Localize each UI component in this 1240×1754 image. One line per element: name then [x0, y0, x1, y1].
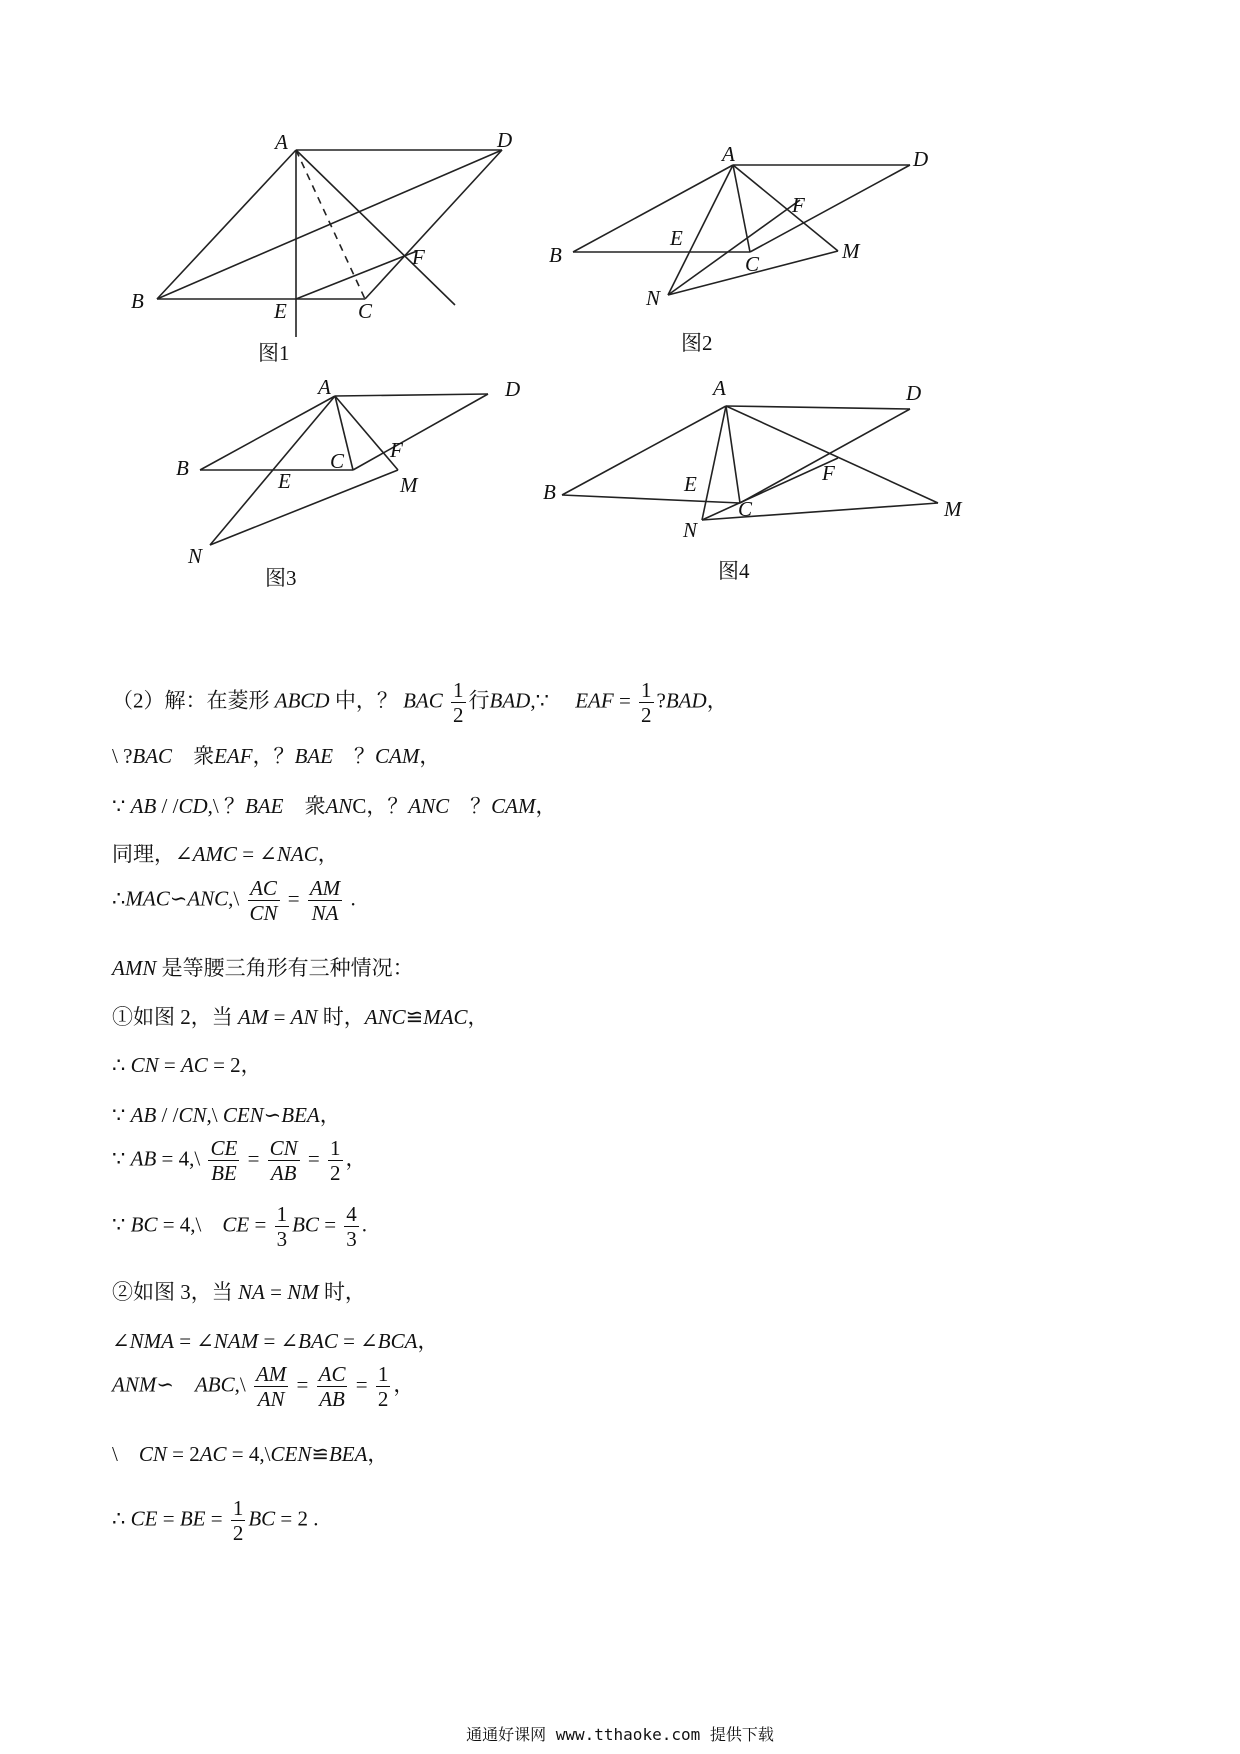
denominator: 3 — [346, 1227, 357, 1252]
fig2-label-B: B — [549, 243, 562, 267]
text: 衆 — [283, 794, 326, 818]
text: 同理，∠ — [112, 842, 193, 866]
text: = 2 . — [275, 1506, 319, 1531]
denominator: 2 — [232, 1521, 244, 1546]
text: C，？ — [352, 794, 409, 818]
fraction — [268, 1136, 300, 1185]
fig4-label-E: E — [684, 472, 697, 496]
text: = — [613, 688, 637, 713]
fig1-label-B: B — [131, 289, 144, 313]
text: = ∠ — [236, 842, 277, 866]
text: ， — [393, 1372, 415, 1397]
fraction — [376, 1362, 391, 1411]
math: BC — [130, 1212, 158, 1237]
solution-line-15 — [112, 1438, 388, 1468]
text: ， — [467, 1005, 489, 1029]
math: MAC — [125, 886, 170, 911]
denominator: AB — [270, 1161, 297, 1186]
text: 时， — [317, 1005, 365, 1029]
text: / / — [156, 794, 179, 818]
fig4-label-D: D — [906, 381, 922, 405]
math: CN — [178, 1103, 207, 1127]
figures-svg — [0, 0, 1240, 600]
text: ∵ — [112, 1103, 131, 1127]
math: BCA — [377, 1329, 418, 1353]
solution-line-9 — [112, 1099, 341, 1129]
text: = — [291, 1372, 314, 1397]
fig3-label-D: D — [505, 377, 521, 401]
fig3-label-M: M — [400, 473, 418, 497]
math: AN — [325, 794, 353, 818]
text: = — [282, 886, 305, 911]
math: BAC — [132, 744, 173, 768]
math: AC — [199, 1442, 227, 1466]
numerator: AC — [248, 876, 280, 901]
fig4-caption: 图4 — [718, 559, 750, 583]
text: ∴ — [112, 1053, 131, 1077]
text: = 2， — [207, 1053, 262, 1077]
text: = — [158, 1053, 181, 1077]
math: AB — [130, 1103, 157, 1127]
numerator: 1 — [276, 1202, 288, 1226]
fig3-label-N: N — [188, 544, 203, 568]
text: = — [157, 1506, 180, 1531]
text: ∽ — [169, 886, 188, 911]
fig4-label-N: N — [683, 518, 698, 542]
math: CEN — [222, 1103, 264, 1127]
math: NA — [238, 1280, 265, 1304]
fig4-label-F: F — [822, 461, 835, 485]
text: ∴ — [112, 1506, 131, 1531]
text: ∽ — [263, 1103, 282, 1127]
fig2-label-D: D — [913, 147, 929, 171]
text: ,\ — [228, 886, 240, 911]
fraction — [639, 678, 654, 727]
text: ≌ — [405, 1005, 424, 1029]
numerator: AM — [309, 876, 341, 900]
fig2-caption: 图2 — [681, 331, 713, 355]
text: ∴ — [112, 886, 126, 911]
math: AB — [130, 1146, 157, 1171]
fig3-label-B: B — [176, 456, 189, 480]
math: BAE — [244, 794, 284, 818]
solution-line-8 — [112, 1049, 262, 1079]
text: = 4,\ — [157, 1212, 223, 1237]
math: ANM — [112, 1372, 157, 1397]
fig3-label-A: A — [318, 375, 331, 399]
text: ， — [345, 1146, 367, 1171]
math: EAF — [575, 688, 614, 713]
fig1-label-D: D — [497, 128, 513, 152]
fig1-label-A: A — [275, 130, 288, 154]
math: EAF — [214, 744, 253, 768]
text: ∠ — [112, 1329, 130, 1353]
text: ， — [419, 744, 441, 768]
math: ABC — [194, 1372, 235, 1397]
denominator: BE — [211, 1161, 237, 1186]
numerator: AC — [318, 1362, 346, 1386]
fig2-label-C: C — [745, 252, 760, 276]
numerator: 1 — [641, 678, 652, 702]
math: BAE — [294, 744, 334, 768]
math: CAM — [375, 744, 420, 768]
text: = — [318, 1212, 342, 1237]
fraction — [248, 876, 280, 925]
math: NMA — [129, 1329, 174, 1353]
fig4-label-A: A — [713, 376, 726, 400]
numerator: CE — [210, 1136, 238, 1160]
fraction — [328, 1136, 343, 1185]
text: = — [302, 1146, 326, 1171]
fig4-label-B: B — [543, 480, 556, 504]
math: CEN — [270, 1442, 312, 1466]
text: = ∠ — [258, 1329, 299, 1353]
math: BAC — [298, 1329, 338, 1353]
numerator: AM — [255, 1362, 287, 1386]
numerator: 1 — [377, 1362, 389, 1386]
text: 衆 — [172, 744, 215, 768]
denominator: 2 — [453, 703, 464, 728]
fig4-label-C: C — [738, 497, 753, 521]
text: ， — [417, 1329, 439, 1353]
math: ABCD — [274, 688, 330, 713]
solution-line-16 — [112, 1496, 319, 1545]
text: = — [264, 1280, 288, 1304]
math: AB — [130, 794, 157, 818]
text: = — [249, 1212, 272, 1237]
text: = ∠ — [173, 1329, 214, 1353]
fig1-caption: 图1 — [258, 341, 290, 365]
fig1-label-E: E — [274, 299, 287, 323]
page-footer: 通通好课网 www.tthaoke.com 提供下载 — [466, 1725, 774, 1744]
math: CAM — [491, 794, 536, 818]
text: ②如图 3，当 — [112, 1280, 238, 1304]
fig2-label-M: M — [842, 239, 860, 263]
math: BAC — [403, 688, 443, 713]
math: NAC — [276, 842, 318, 866]
text: ， — [317, 842, 339, 866]
solution-line-5 — [112, 876, 356, 925]
fraction — [254, 1362, 288, 1411]
figure-3 — [176, 375, 520, 590]
text: 是等腰三角形有三种情况： — [156, 956, 414, 980]
fraction — [451, 678, 466, 727]
text: \ — [112, 1442, 139, 1466]
text: ≌ — [311, 1442, 329, 1466]
fraction — [308, 876, 342, 925]
denominator: 2 — [641, 703, 652, 728]
denominator: AB — [319, 1387, 345, 1412]
text: ， — [535, 794, 557, 818]
fig3-label-F: F — [390, 438, 403, 462]
text: ？ — [333, 744, 376, 768]
math: BEA — [281, 1103, 320, 1127]
solution-line-6 — [112, 952, 414, 982]
math: BEA — [328, 1442, 368, 1466]
text: ， — [319, 1103, 341, 1127]
math: NAM — [213, 1329, 259, 1353]
math: BC — [248, 1506, 276, 1531]
text: = — [242, 1146, 265, 1171]
math: ANC — [187, 886, 229, 911]
numerator: 1 — [330, 1136, 341, 1160]
text: ∵ — [112, 1212, 131, 1237]
text: ， — [706, 688, 728, 713]
denominator: 2 — [377, 1387, 389, 1412]
denominator: 2 — [330, 1161, 341, 1186]
denominator: NA — [311, 901, 339, 926]
math: CD — [178, 794, 208, 818]
math: CE — [130, 1506, 158, 1531]
numerator: CN — [269, 1136, 298, 1160]
solution-line-7 — [112, 1001, 489, 1031]
math: ANC — [364, 1005, 406, 1029]
text: ,\ — [206, 1103, 223, 1127]
text: = 4,\ — [156, 1146, 201, 1171]
text: ①如图 2，当 — [112, 1005, 238, 1029]
numerator: 4 — [346, 1202, 357, 1226]
math: BC — [292, 1212, 319, 1237]
solution-line-12 — [112, 1276, 366, 1306]
figure-4 — [543, 376, 963, 583]
fig3-label-E: E — [278, 469, 291, 493]
fraction — [208, 1136, 239, 1185]
fig2-label-N: N — [646, 286, 661, 310]
numerator: 1 — [453, 678, 464, 702]
fig3-label-C: C — [330, 449, 345, 473]
math: AM — [238, 1005, 269, 1029]
math: CN — [130, 1053, 159, 1077]
math: AMC — [192, 842, 237, 866]
solution-line-10 — [112, 1136, 367, 1185]
text: . — [361, 1212, 368, 1237]
figure-1 — [131, 128, 512, 365]
fraction — [344, 1202, 359, 1251]
text: 中，？ — [334, 688, 398, 713]
math: CE — [222, 1212, 250, 1237]
solution-line-2 — [112, 740, 440, 770]
fig1-label-F: F — [412, 245, 425, 269]
text: 行 — [468, 688, 490, 713]
figure-2 — [549, 142, 928, 355]
math: BAD — [665, 688, 707, 713]
text: ,\ — [234, 1372, 246, 1397]
math: ANC — [408, 794, 450, 818]
text: = 4,\ — [226, 1442, 271, 1466]
text: （2）解：在菱形 — [112, 688, 270, 713]
fraction — [317, 1362, 348, 1411]
fraction — [231, 1496, 246, 1545]
math: CN — [138, 1442, 167, 1466]
text: ? — [656, 688, 666, 713]
text: ∽ — [156, 1372, 195, 1397]
text: ,\ ？ — [207, 794, 245, 818]
solution-line-14 — [112, 1362, 414, 1411]
text: . — [345, 886, 356, 911]
fig2-label-A: A — [722, 142, 735, 166]
text: / / — [156, 1103, 179, 1127]
text: ∵ — [112, 794, 131, 818]
solution-line-3 — [112, 790, 557, 820]
math: BE — [179, 1506, 206, 1531]
fig3-caption: 图3 — [265, 566, 297, 590]
solution-line-11 — [112, 1202, 367, 1251]
math: AC — [180, 1053, 208, 1077]
math: NM — [287, 1280, 319, 1304]
text: ，？ — [252, 744, 295, 768]
text: ∵ — [112, 1146, 131, 1171]
text: \ ? — [112, 744, 133, 768]
text: = — [350, 1372, 373, 1397]
numerator: 1 — [232, 1496, 244, 1520]
text: = — [205, 1506, 228, 1531]
fig1-label-C: C — [358, 299, 373, 323]
fig4-label-M: M — [944, 497, 962, 521]
denominator: 3 — [276, 1227, 288, 1252]
text: ， — [367, 1442, 389, 1466]
text: = 2 — [166, 1442, 200, 1466]
solution-line-13 — [112, 1325, 438, 1355]
fig2-label-E: E — [670, 226, 683, 250]
text: = — [268, 1005, 291, 1029]
math: AMN — [112, 956, 157, 980]
fig2-label-F: F — [792, 193, 805, 217]
math: BAD — [489, 688, 531, 713]
text: ？ — [449, 794, 492, 818]
text: = ∠ — [337, 1329, 378, 1353]
denominator: CN — [249, 901, 278, 926]
solution-line-4 — [112, 838, 339, 868]
denominator: AN — [257, 1387, 285, 1412]
math: MAC — [423, 1005, 468, 1029]
fraction — [275, 1202, 290, 1251]
solution-line-1 — [112, 678, 728, 727]
text: ,∵ — [530, 688, 570, 713]
text: 时， — [318, 1280, 366, 1304]
math: AN — [290, 1005, 318, 1029]
